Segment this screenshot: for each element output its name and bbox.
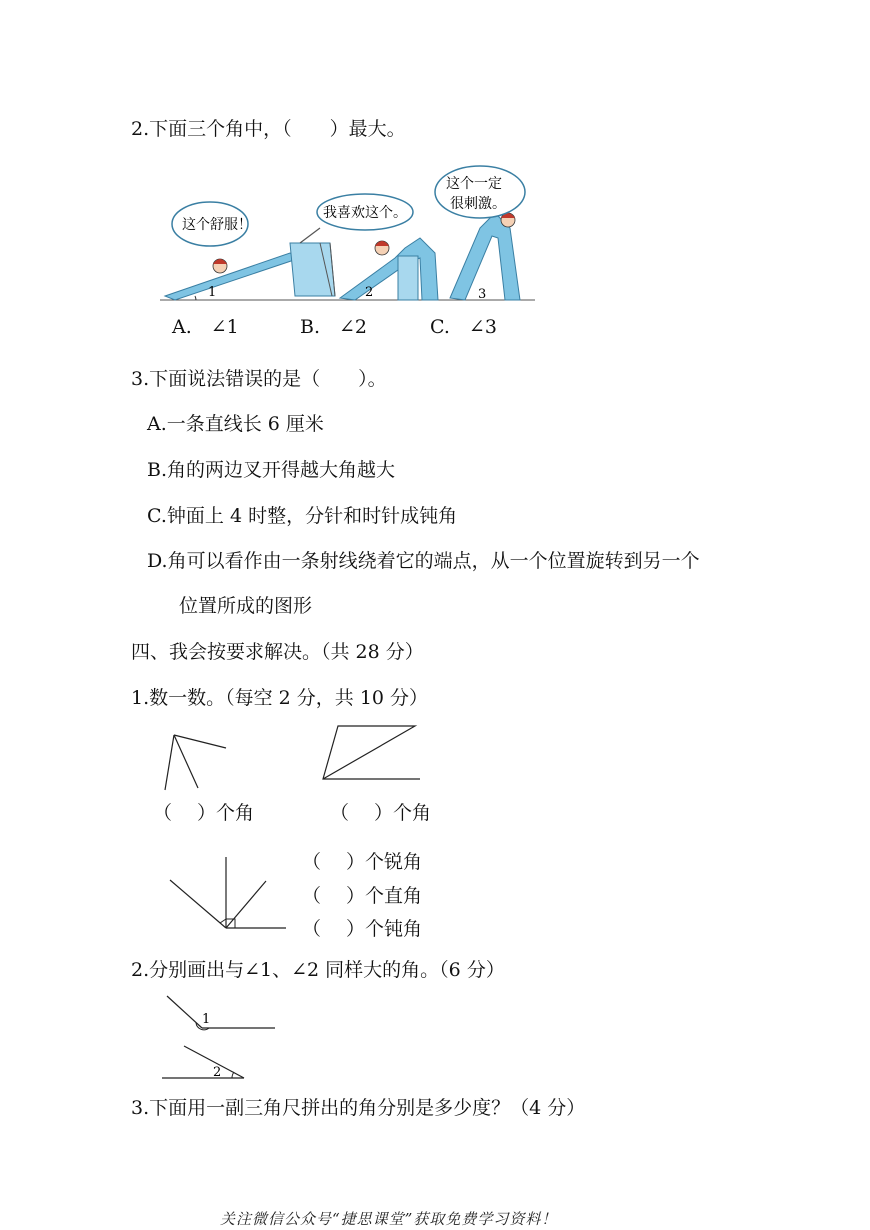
figure-angle-1 — [165, 994, 280, 1034]
figure-triangle — [320, 723, 425, 783]
angle-3-label: 3 — [478, 287, 487, 302]
s4-q3-title: 3.下面用一副三角尺拼出的角分别是多少度？（4 分） — [131, 1097, 586, 1119]
q3-title: 3.下面说法错误的是（ ）。 — [131, 368, 387, 390]
q3-option-c[interactable]: C.钟面上 4 时整，分针和时针成钝角 — [147, 505, 458, 527]
angle-1-number: 1 — [202, 1012, 211, 1027]
bubble-3-line2: 很刺激。 — [450, 196, 506, 212]
slides-illustration — [160, 168, 540, 308]
q2-option-b[interactable]: B. ∠2 — [300, 316, 368, 338]
angle-1-label: 1 — [208, 285, 217, 300]
q3-option-d[interactable]: D.角可以看作由一条射线绕着它的端点，从一个位置旋转到另一个 — [147, 550, 700, 572]
figure-angle-rays — [160, 730, 230, 795]
q3-option-d-cont: 位置所成的图形 — [179, 595, 313, 617]
s4-q1-blank2[interactable]: （ ）个角 — [330, 802, 432, 824]
s4-q2-title: 2.分别画出与∠1、∠2 同样大的角。（6 分） — [131, 959, 505, 981]
figure-angle-2 — [160, 1044, 250, 1084]
slide-2 — [340, 238, 438, 300]
bubble-1: 这个舒服！ — [182, 217, 252, 233]
angle-2-number: 2 — [213, 1065, 222, 1080]
s4-q1-title: 1.数一数。（每空 2 分，共 10 分） — [131, 687, 429, 709]
section4-title: 四、我会按要求解决。（共 28 分） — [131, 641, 424, 663]
s4-q1-blank4[interactable]: （ ）个直角 — [302, 885, 423, 907]
s4-q1-blank5[interactable]: （ ）个钝角 — [302, 918, 423, 940]
footer-promo: 关注微信公众号“捷思课堂”获取免费学习资料！ — [220, 1210, 558, 1228]
q2-title: 2.下面三个角中，（ ）最大。 — [131, 118, 406, 140]
s4-q1-blank1[interactable]: （ ）个角 — [153, 802, 255, 824]
q3-option-b[interactable]: B.角的两边叉开得越大角越大 — [147, 459, 396, 481]
q2-option-c[interactable]: C. ∠3 — [430, 316, 497, 338]
q3-option-a[interactable]: A.一条直线长 6 厘米 — [147, 413, 324, 435]
bubble-2: 我喜欢这个。 — [323, 205, 407, 221]
angle-2-label: 2 — [365, 285, 374, 300]
s4-q1-blank3[interactable]: （ ）个锐角 — [302, 851, 423, 873]
figure-rays-right-angle — [168, 855, 288, 931]
slide-3 — [450, 213, 520, 302]
bubble-3-line1: 这个一定 — [446, 176, 502, 192]
q2-option-a[interactable]: A. ∠1 — [172, 316, 239, 338]
